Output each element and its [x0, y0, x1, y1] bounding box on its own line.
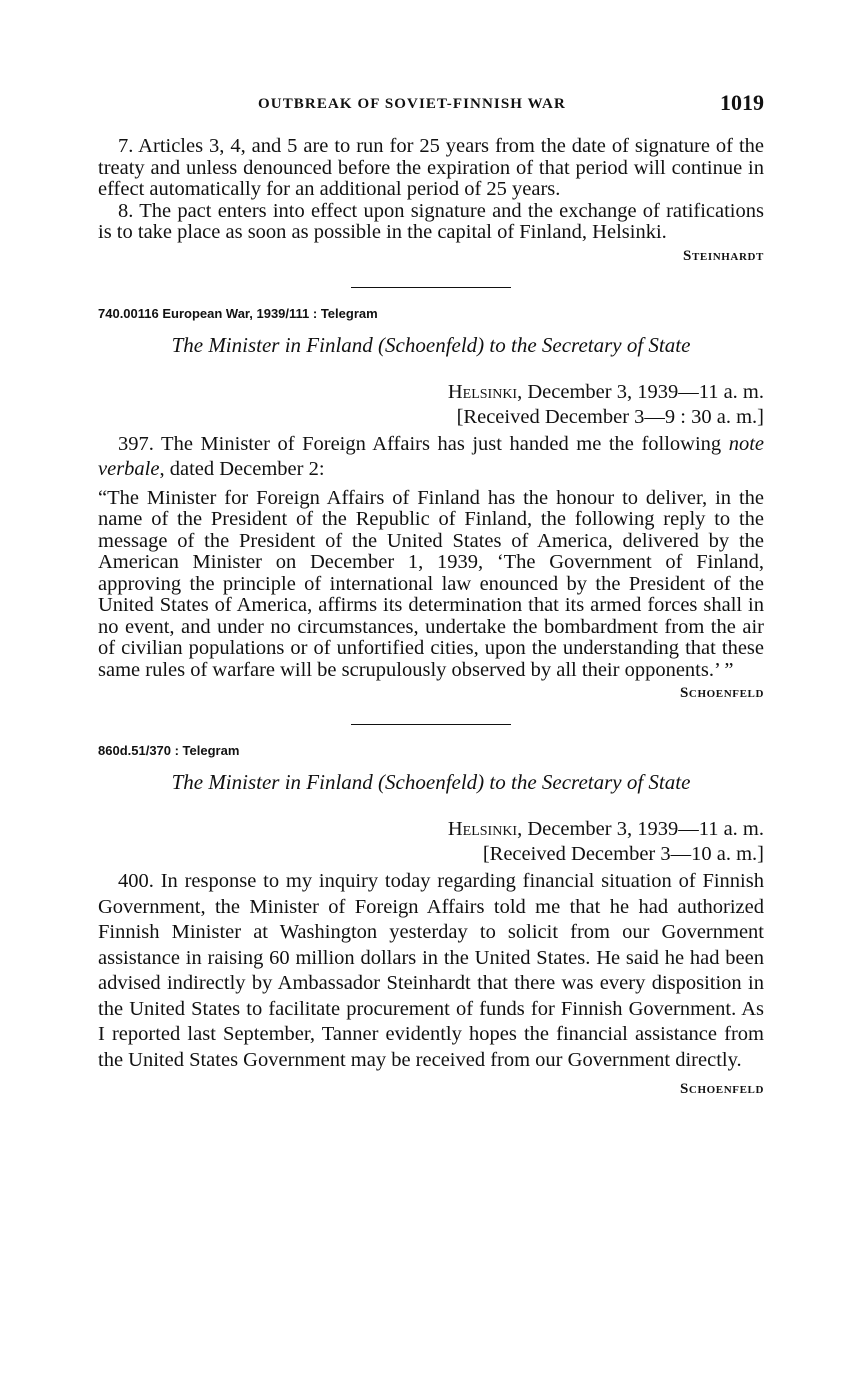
- document-397: [98, 306, 764, 703]
- dateline-date: , December 3, 1939—11 a. m.: [517, 380, 764, 403]
- dateline-place: Helsinki: [447, 818, 518, 840]
- paragraph-7: 7. Articles 3, 4, and 5 are to run for 25 years from the date of signature of the treaty and unless denounced before the expiration of that period will continue in effect automatically for an additional period of 25 years.: [98, 135, 764, 200]
- quote-text: “The Minister for Foreign Affairs of Finland has the honour to deliver, in the name of the President of the Republic of Finland, the following reply to the message of the President of the United States of America, delivered by the American Minister on December 1, 1939, ‘The Government of Finland, approving the principle of international law enounced by the President of the United States of America, affirms its determination that its armed forces shall in no event, and under no circumstances, undertake the bombardment from the air of civilian populations or of unfortified cities, upon the understanding that these same rules of warfare will be scrupulously observed by all their opponents.’ ”: [98, 486, 764, 681]
- intro-text: 397. The Minister of Foreign Affairs has just handed me the following: [118, 432, 729, 455]
- intro-text-end: , dated December 2:: [159, 457, 325, 480]
- document-title: The Minister in Finland (Schoenfeld) to the Secretary of State: [171, 770, 691, 794]
- signature-schoenfeld: Schoenfeld: [679, 1081, 764, 1097]
- signature-schoenfeld: Schoenfeld: [679, 685, 764, 701]
- quoted-note: [98, 488, 764, 682]
- document-400: [98, 743, 764, 1098]
- intro-italic: note verbale: [98, 432, 764, 480]
- telegram-body: [98, 869, 764, 1073]
- section-divider: [351, 724, 511, 725]
- dateline: [98, 817, 764, 842]
- file-reference: 740.00116 European War, 1939/111 : Telegram: [98, 305, 378, 321]
- paragraph-8: 8. The pact enters into effect upon signature and the exchange of ratifications is to take place as soon as possible in the capital of Finland, Helsinki.: [98, 199, 764, 243]
- section-divider: [351, 287, 511, 288]
- body-text: 400. In response to my inquiry today regarding financial situation of Finnish Government, the Minister of Foreign Affairs told me that he had authorized Finnish Minister at Washington yesterday to solicit from our Government assistance in raising 60 million dollars in the United States. He said he had been advised indirectly by Ambassador Steinhardt that there was every disposition in the United States to facilitate procurement of funds for Finnish Government. As I reported last September, Tanner evidently hopes the financial assistance from the United States Government may be received from our Government directly.: [98, 870, 764, 1071]
- page-header: [98, 88, 764, 124]
- dateline-place: Helsinki: [447, 380, 518, 403]
- dateline-date: , December 3, 1939—11 a. m.: [517, 818, 764, 840]
- document-title: The Minister in Finland (Schoenfeld) to the Secretary of State: [171, 332, 691, 357]
- document-page: [98, 88, 764, 1098]
- file-reference: 860d.51/370 : Telegram: [98, 743, 240, 758]
- dateline: [98, 380, 764, 405]
- received-line: [Received December 3—10 a. m.]: [482, 843, 764, 865]
- running-head: OUTBREAK OF SOVIET-FINNISH WAR: [258, 96, 566, 112]
- received-line: [Received December 3—9 : 30 a. m.]: [456, 405, 764, 428]
- section-treaty-continuation: [98, 136, 764, 265]
- signature-steinhardt: Steinhardt: [683, 247, 764, 264]
- telegram-intro: [98, 432, 764, 482]
- page-number: 1019: [720, 90, 764, 115]
